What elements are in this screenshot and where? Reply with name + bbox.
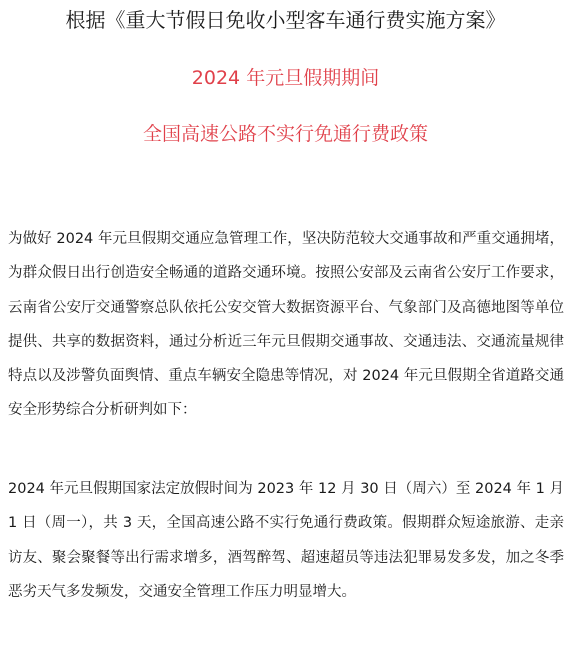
body-paragraph-2: 2024 年元旦假期国家法定放假时间为 2023 年 12 月 30 日（周六）至 2024 年 1 月 1 日（周一），共 3 天，全国高速公路不实行免通行费政策。假期群众短途旅游、走亲访友、聚会聚餐等出行需求增多，酒驾醉驾、超速超员等违法犯罪易发多发，加之冬季恶劣天气多发频发，交通安全管理工作压力明显增大。 — [8, 481, 564, 600]
document-title: 根据《重大节假日免收小型客车通行费实施方案》 — [65, 8, 506, 32]
body-paragraph-1: 为做好 2024 年元旦假期交通应急管理工作，坚决防范较大交通事故和严重交通拥堵，为群众假日出行创造安全畅通的道路交通环境。按照公安部及云南省公安厅工作要求，云南省公安厅交通警察总队依托公安交管大数据资源平台、气象部门及高德地图等单位提供、共享的数据资料，通过分析近三年元旦假期交通事故、交通违法、交通流量规律特点以及涉警负面舆情、重点车辆安全隐患等情况，对 2024 年元旦假期全省道路交通安全形势综合分析研判如下： — [8, 231, 564, 419]
document-subtitle-date: 2024 年元旦假期期间 — [191, 67, 380, 89]
document-subtitle-policy: 全国高速公路不实行免通行费政策 — [142, 123, 428, 145]
